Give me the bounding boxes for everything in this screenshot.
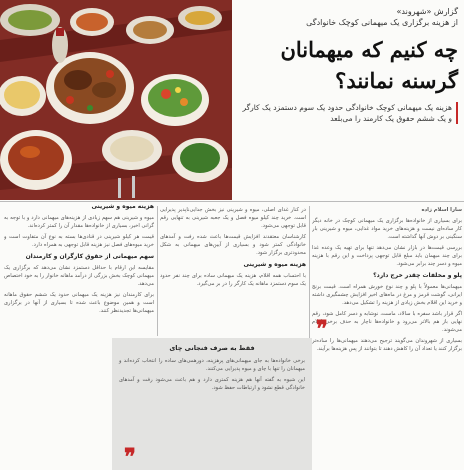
- kicker-source: گزارش «شهروند»: [396, 7, 458, 16]
- paragraph: مقایسه این ارقام با حداقل دستمزد نشان می‌دهد که برگزاری یک میهمانی کوچک بخش بزرگی از درآمد ماهانه خانوار را به خود اختصاص می‌دهد.: [4, 265, 154, 287]
- quote-icon: ❞: [316, 316, 328, 342]
- headline-line-1: چه کنیم که میهمانان: [280, 37, 458, 62]
- sidebar-text: [119, 357, 305, 392]
- column-rule: [157, 206, 158, 336]
- paragraph: با احتساب همه اقلام، هزینه یک میهمانی ساده برای چند نفر حدود یک سوم دستمزد ماهانه یک کارگر را در بر می‌گیرد.: [160, 273, 306, 287]
- headline: [238, 34, 458, 96]
- quote-icon: ❞: [124, 444, 136, 470]
- paragraph: برای کارمندان نیز هزینه یک میهمانی حدود یک ششم حقوق ماهانه است و همین موضوع باعث شده تا بسیاری از آنها در برگزاری میهمانی‌ها تجدیدنظر کنند.: [4, 292, 154, 314]
- paragraph: بررسی قیمت‌ها در بازار نشان می‌دهد تنها برای تهیه یک وعده غذا برای چند میهمان باید مبلغ قابل توجهی پرداخت و این رقم با هزینه میوه و دسر چند برابر می‌شود.: [312, 245, 462, 267]
- headline-line-2: گرسنه نمانند؟: [335, 68, 458, 93]
- paragraph: در کنار غذای اصلی، میوه و شیرینی نیز بخش جدایی‌ناپذیر پذیرایی است. خرید چند کیلو میوه فصل و یک جعبه شیرینی به تنهایی رقم قابل توجهی می‌شود.: [160, 207, 306, 229]
- paragraph: قیمت هر کیلو شیرینی در قنادی‌ها بسته به نوع آن متفاوت است و خرید میوه‌های فصل نیز هزینه قابل توجهی به همراه دارد.: [4, 234, 154, 248]
- article-column-middle: [160, 206, 306, 326]
- subhead: پلو و مخلفات چقدر خرج دارد؟: [373, 272, 462, 279]
- subhead: هزینه میوه و شیرینی: [243, 261, 306, 268]
- kicker-line: از هزینه برگزاری یک میهمانی کوچک خانوادگی: [306, 18, 458, 27]
- paragraph: این شیوه به گفته آنها هم هزینه کمتری دارد و هم باعث می‌شود رفت و آمدهای خانوادگی قطع نشود و ارتباطات حفظ شود.: [119, 377, 305, 391]
- paragraph: کارشناسان معتقدند افزایش قیمت‌ها باعث شده رفت و آمدهای خانوادگی کمتر شود و بسیاری از آیین‌های میهمانی به شکل محدودتری برگزار شود.: [160, 234, 306, 256]
- paragraph: بسیاری از شهروندان می‌گویند ترجیح می‌دهند میهمانی‌ها را ساده‌تر برگزار کنند یا تعداد آن را کاهش دهند تا بتوانند از پس هزینه‌ها برآیند.: [312, 338, 462, 352]
- paragraph: برخی خانواده‌ها به جای میهمانی‌های پرهزینه، دورهمی‌های ساده را انتخاب کرده‌اند و میهمانان را تنها با چای و میوه پذیرایی می‌کنند.: [119, 358, 305, 372]
- sidebar-title: فقط به صرف فنجانی چای: [169, 344, 255, 352]
- paragraph: میهمانی‌ها معمولاً با پلو و چند نوع خورش همراه است. قیمت برنج ایرانی، گوشت قرمز و مرغ در ماه‌های اخیر افزایش چشمگیری داشته و خرید این اقلام بخش زیادی از هزینه را تشکیل می‌دهد.: [312, 284, 462, 306]
- deck: هزینه یک میهمانی کوچک خانوادگی حدود یک سوم دستمزد یک کارگر و یک ششم حقوق یک کارمند را می‌بلعد: [238, 102, 458, 124]
- subhead: هزینه میوه و شیرینی: [91, 203, 154, 210]
- article-photo: [0, 0, 232, 200]
- subhead: سهم میهمانی از حقوق کارگران و کارمندان: [25, 253, 154, 260]
- sidebar-box: [112, 338, 312, 470]
- paragraph: برای بسیاری از خانواده‌ها برگزاری یک میهمانی کوچک در خانه دیگر کار ساده‌ای نیست و هزینه‌های خرید مواد غذایی، میوه و شیرینی بار سنگینی بر دوش آنها گذاشته است.: [312, 218, 462, 240]
- headline-block: [232, 0, 464, 200]
- byline: سارا اسلام زاده: [421, 207, 462, 213]
- paragraph: اگر قرار باشد سفره با سالاد، ماست، نوشابه و دسر کامل شود، رقم نهایی باز هم بالاتر می‌رود و خانواده‌ها ناچار به حذف برخی اقلام می‌شوند.: [312, 311, 462, 333]
- article-column-right: [312, 206, 462, 470]
- paragraph: میوه و شیرینی هم سهم زیادی از هزینه‌های میهمانی دارد و با توجه به گرانی اخیر، بسیاری از خانواده‌ها مقدار آن را کمتر کرده‌اند.: [4, 215, 154, 229]
